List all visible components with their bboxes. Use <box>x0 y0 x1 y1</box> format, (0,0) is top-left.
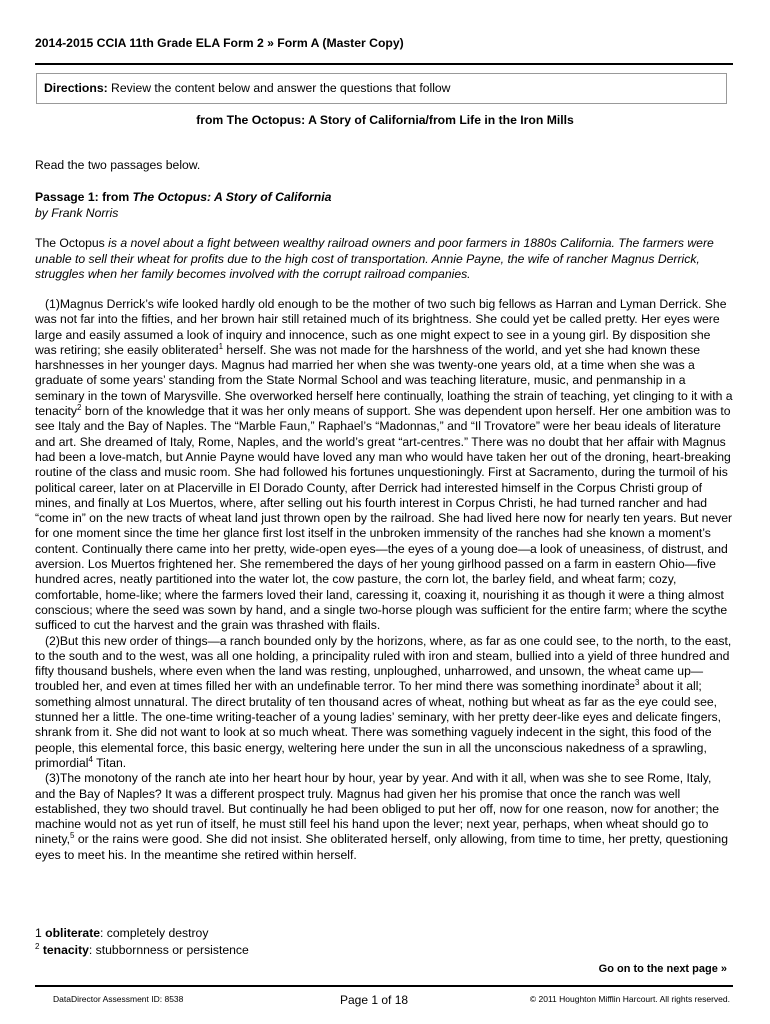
paragraph-1-text-b: herself. She was not made for the harshness of the world, and yet she had known these harshnesses in her younger days. Magnus had married her when she was twenty-one years old, at a time when she was a graduate of some years’ standing from the State Normal School and was teaching literature, music, and penmanship in a seminary in the town of Marysville. She overworked herself here continually, loathing the strain of teaching, yet clinging to it with a tenacity <box>35 342 733 419</box>
footnote-1-number: 1 <box>35 926 42 940</box>
page-number: Page 1 of 18 <box>340 993 409 1007</box>
paragraph-2-text-a: (2)But this new order of things—a ranch bounded only by the horizons, where, as far as one could see, to the north, to the east, to the south and to the west, was all one holding, a principality ruled with iron and steam, bullied into a yield of three hundred and fifty thousand bushels, where even when the land was resting, unploughed, unharrowed, and unsown, the wheat came up—troubled her, and even at times filled her with an undefinable terror. To her mind there was something inordinate <box>35 633 732 694</box>
directions-box <box>36 73 727 104</box>
paragraph-3 <box>35 771 735 863</box>
paragraph-1 <box>35 297 735 634</box>
summary-text: is a novel about a fight between wealthy railroad owners and poor farmers in 1880s California. The farmers were unable to sell their wheat for profits due to the high cost of transportation. Annie Payne, the wife of rancher Magnus Derrick, struggles when her family becomes involved with the corrupt railroad companies. <box>35 236 714 281</box>
footnote-1-word: obliterate <box>45 926 101 940</box>
footnote-ref-2: 2 <box>77 403 82 413</box>
footnote-2-word: tenacity <box>42 943 89 957</box>
directions-label: Directions: <box>44 81 108 95</box>
paragraph-2-text-c: Titan. <box>92 755 127 770</box>
assessment-id: DataDirector Assessment ID: 8538 <box>53 994 184 1004</box>
footnote-ref-3: 3 <box>635 678 640 688</box>
paragraph-2 <box>35 634 735 772</box>
footnote-ref-1: 1 <box>218 341 224 351</box>
passage1-heading-title: The Octopus: A Story of California <box>132 190 332 204</box>
directions-text: Review the content below and answer the questions that follow <box>107 81 451 95</box>
footnote-ref-5: 5 <box>70 831 75 841</box>
paragraph-1-text-a: (1)Magnus Derrick’s wife looked hardly old enough to be the mother of two such big fellows as Harran and Lyman Derrick. She was not far into the fifties, and her brown hair still retained much of its brightness. She could yet be called pretty. Her eyes were large and easily assumed a look of inquiry and innocence, such as one might expect to see in a young girl. By disposition she was retiring; she easily obliterated <box>35 297 727 357</box>
page-header-title: 2014-2015 CCIA 11th Grade ELA Form 2 » Form A (Master Copy) <box>35 36 404 50</box>
document-title: from The Octopus: A Story of California/from Life in the Iron Mills <box>196 113 574 127</box>
summary-book-title: The Octopus <box>35 236 105 250</box>
footnote-2 <box>35 942 249 959</box>
intro-text: Read the two passages below. <box>35 158 201 172</box>
footnote-2-number: 2 <box>35 941 40 951</box>
paragraph-2-text-b: about it all; something almost unnatural. The direct brutality of ten thousand acres of wheat, nothing but wheat as far as the eye could see, stunned her a little. The one-time writing-teacher of a young ladies’ seminary, with her pretty deer-like eyes and delicate fingers, shrank from it. She did not want to look at so much wheat. There was something vaguely indecent in the sight, this food of the people, this elemental force, this basic energy, weltering here under the sun in all the unconscious nakedness of a sprawling, primordial <box>35 679 722 770</box>
paragraph-3-text-a: (3)The monotony of the ranch ate into her heart hour by hour, year by year. And with it all, when was she to see Rome, Italy, and the Bay of Naples? It was a different prospect truly. Magnus had given her his promise that once the ranch was well established, they two should travel. But continually he had been obliged to put her off, now for one reason, now for another; the machine would not as yet run of itself, he must still feel his hand upon the lever; next year, perhaps, when wheat should go to ninety, <box>35 771 720 847</box>
footnote-ref-4: 4 <box>88 754 93 764</box>
footnote-2-definition: : stubbornness or persistence <box>88 943 249 957</box>
passage1-heading-prefix: Passage 1: from <box>35 190 133 204</box>
header-divider <box>35 63 733 65</box>
passage1-heading <box>35 189 331 221</box>
next-page-link[interactable]: Go on to the next page » <box>598 963 727 975</box>
footnotes <box>35 925 249 959</box>
paragraph-3-text-b: or the rains were good. She did not insist. She obliterated herself, only allowing, from time to time, her pretty, questioning eyes to meet his. In the meantime she retired within herself. <box>35 832 728 862</box>
passage1-byline: by Frank Norris <box>35 206 119 220</box>
footnote-1-definition: : completely destroy <box>100 926 209 940</box>
passage1-summary <box>35 236 735 283</box>
copyright: © 2011 Houghton Mifflin Harcourt. All rights reserved. <box>529 994 730 1004</box>
footnote-1 <box>35 925 249 942</box>
footer-divider <box>35 985 733 987</box>
passage1-body <box>35 297 735 863</box>
paragraph-1-text-c: born of the knowledge that it was her only means of support. She was dependent upon herself. Her one ambition was to see Italy and the Bay of Naples. The “Marble Faun,” Raphael’s “Madonnas,” and “Il Trovatore” were her beau ideals of literature and art. She dreamed of Italy, Rome, Naples, and the world’s great “art-centres.” There was no doubt that her affair with Magnus had been a love-match, but Annie Payne would have loved any man who would have taken her out of the droning, heart-breaking routine of the class and music room. She had followed his fortunes unquestioningly. First at Sacramento, during the turmoil of his political career, later on at Placerville in El Dorado County, after Derrick had interested himself in the Corpus Christi group of mines, and finally at Los Muertos, where, after selling out his fourth interest in Corpus Christi, he had turned rancher and had “come in” on the new tracts of wheat land just thrown open by the railroad. She had lived here now for nearly ten years. But never for one moment since the time her glance first lost itself in the unbroken immensity of the ranches had she known a moment’s content. Continually there came into her pretty, wide-open eyes—the eyes of a young doe—a look of uneasiness, of distrust, and aversion. Los Muertos frightened her. She remembered the days of her young girlhood passed on a farm in eastern Ohio—five hundred acres, neatly partitioned into the water lot, the cow pasture, the corn lot, the barley field, and wheat farm; cozy, comfortable, home-like; where the farmers loved their land, caressing it, coaxing it, nourishing it as though it were a thing almost conscious; where the seed was sown by hand, and a single two-horse plough was sufficient for the entire farm; where the scythe sufficed to cut the harvest and the grain was thrashed with flails. <box>35 404 733 633</box>
